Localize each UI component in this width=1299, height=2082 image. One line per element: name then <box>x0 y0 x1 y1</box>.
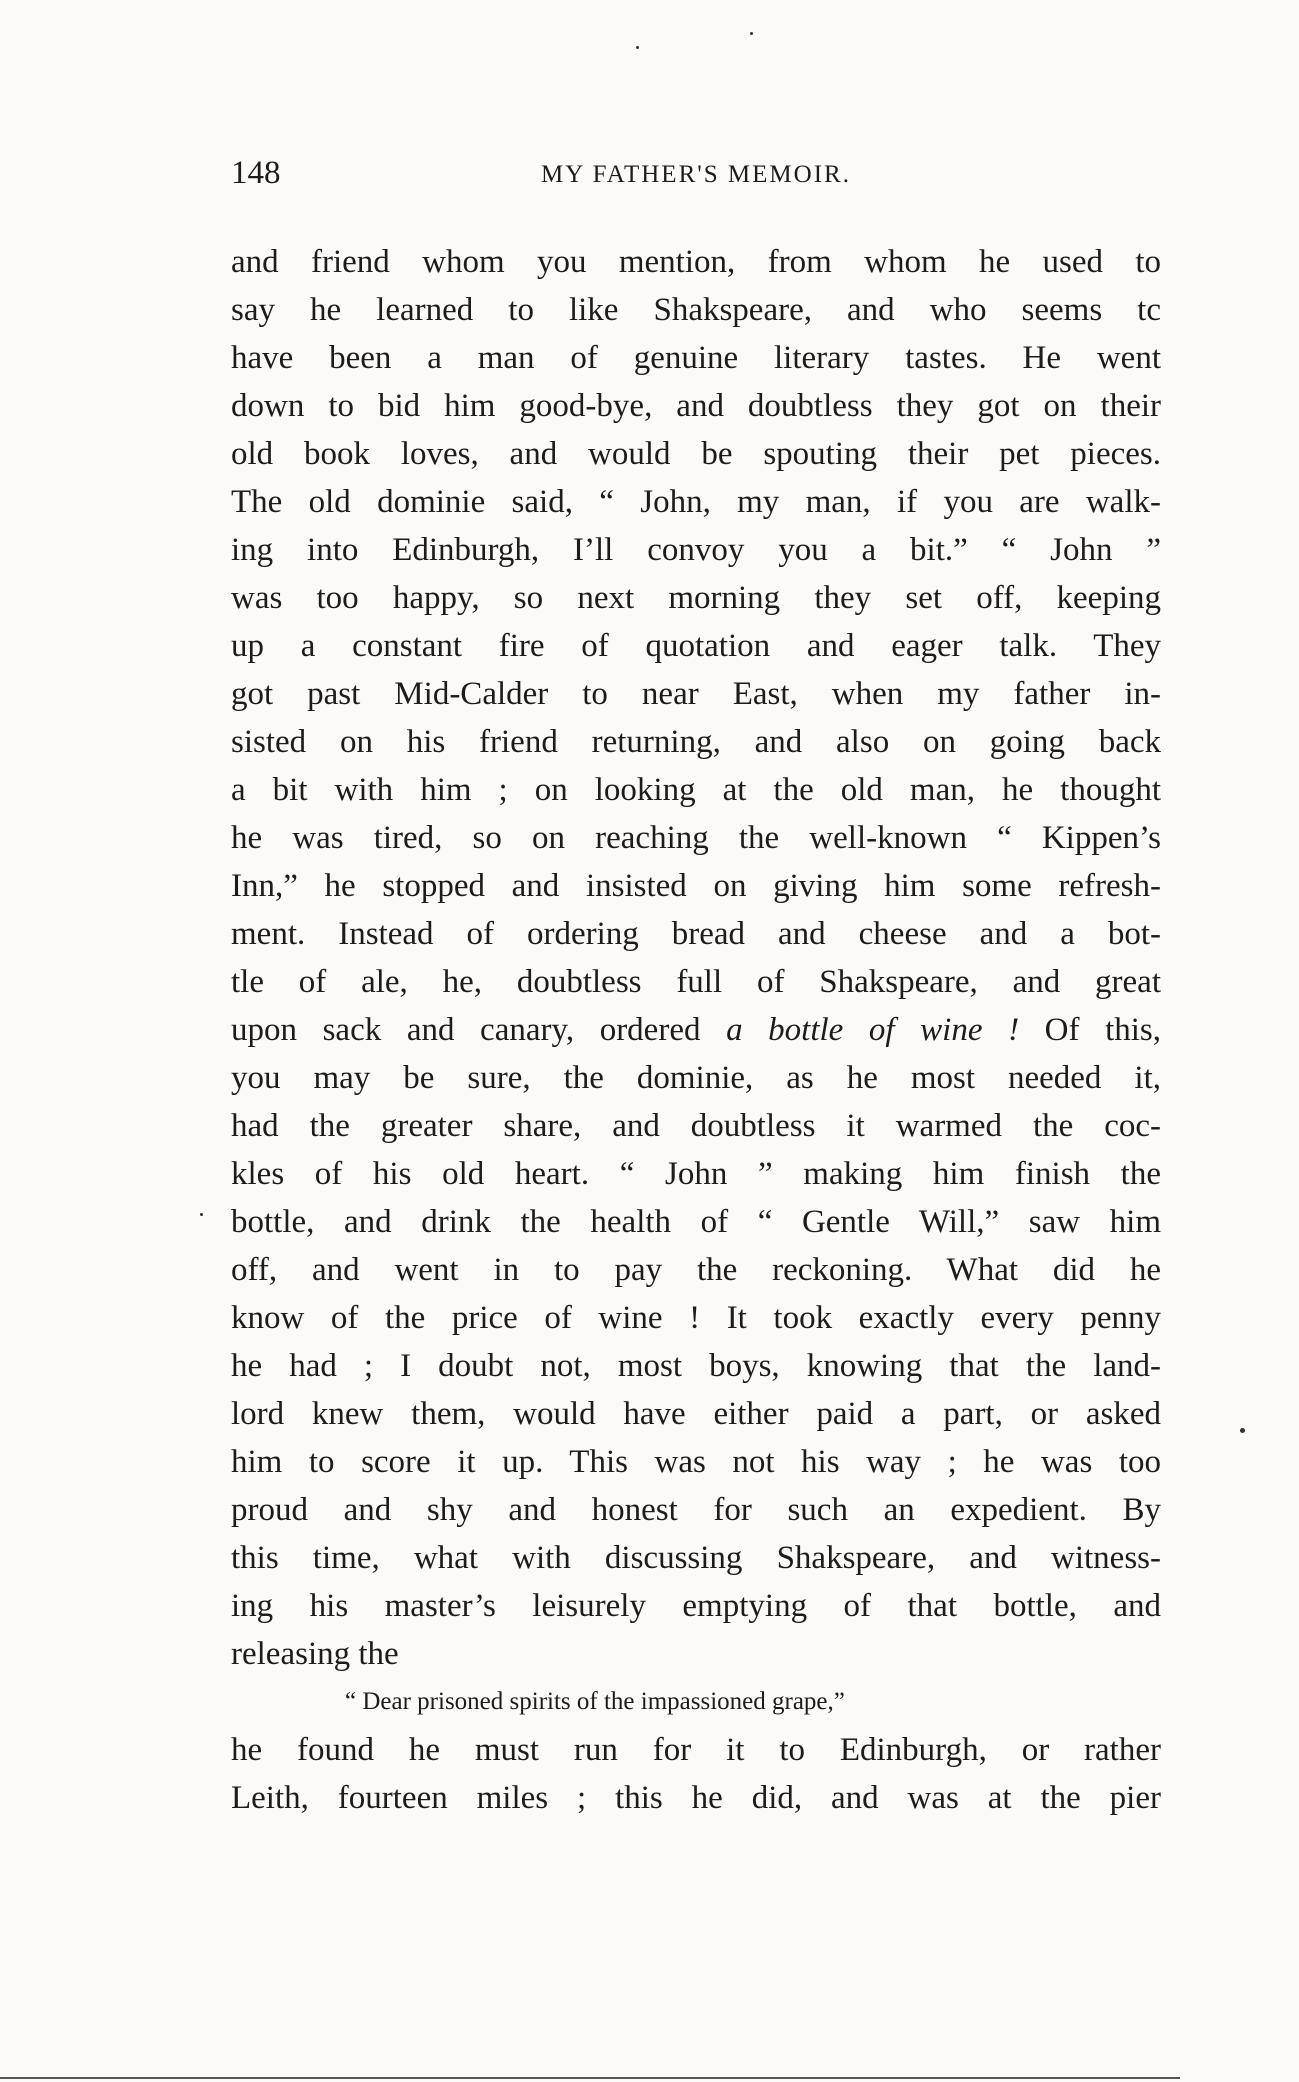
text-line: he found he must run for it to Edinburgh, or rather <box>231 1732 1161 1768</box>
text-line: releasing the <box>231 1636 399 1672</box>
text-line: Leith, fourteen miles ; this he did, and was at the pier <box>231 1780 1161 1816</box>
text-segment: Of this, <box>1019 1012 1162 1048</box>
text-line: down to bid him good-bye, and doubtless they got on their <box>231 388 1161 424</box>
text-line: tle of ale, he, doubtless full of Shakspeare, and great <box>231 964 1161 1000</box>
text-line: old book loves, and would be spouting their pet pieces. <box>231 436 1161 472</box>
text-line: proud and shy and honest for such an expedient. By <box>231 1492 1161 1528</box>
text-line: have been a man of genuine literary tastes. He went <box>231 340 1161 376</box>
text-line: bottle, and drink the health of “ Gentle Will,” saw him <box>231 1204 1161 1240</box>
body-text <box>231 238 1161 1822</box>
text-line: this time, what with discussing Shakspeare, and witness- <box>231 1540 1161 1576</box>
text-line: he had ; I doubt not, most boys, knowing that the land- <box>231 1348 1161 1384</box>
verse-quotation: “ Dear prisoned spirits of the impassioned grape,” <box>345 1688 845 1715</box>
text-line: had the greater share, and doubtless it warmed the coc- <box>231 1108 1161 1144</box>
text-line: he was tired, so on reaching the well-known “ Kippen’s <box>231 820 1161 856</box>
text-line: kles of his old heart. “ John ” making him finish the <box>231 1156 1161 1192</box>
speck-mark <box>1240 1428 1245 1433</box>
italic-phrase: a bottle of wine ! <box>726 1012 1020 1048</box>
text-line: and friend whom you mention, from whom he used to <box>231 244 1161 280</box>
text-line: him to score it up. This was not his way ; he was too <box>231 1444 1161 1480</box>
text-line: ing into Edinburgh, I’ll convoy you a bit.” “ John ” <box>231 532 1161 568</box>
text-line: sisted on his friend returning, and also on going back <box>231 724 1161 760</box>
text-line: Inn,” he stopped and insisted on giving him some refresh- <box>231 868 1161 904</box>
speck-mark <box>200 1213 203 1216</box>
text-line: was too happy, so next morning they set off, keeping <box>231 580 1161 616</box>
speck-mark <box>750 32 753 35</box>
text-line: you may be sure, the dominie, as he most needed it, <box>231 1060 1161 1096</box>
text-line: off, and went in to pay the reckoning. What did he <box>231 1252 1161 1288</box>
text-segment: upon sack and canary, ordered <box>231 1012 727 1048</box>
text-line: up a constant fire of quotation and eager talk. They <box>231 628 1161 664</box>
text-line: got past Mid-Calder to near East, when my father in- <box>231 676 1161 712</box>
text-line: know of the price of wine ! It took exactly every penny <box>231 1300 1161 1336</box>
text-line-with-italic <box>231 1006 1161 1054</box>
speck-mark <box>636 46 639 49</box>
running-title: MY FATHER'S MEMOIR. <box>541 161 851 188</box>
text-line: lord knew them, would have either paid a part, or asked <box>231 1396 1161 1432</box>
page-header <box>231 155 1161 201</box>
text-line: a bit with him ; on looking at the old man, he thought <box>231 772 1161 808</box>
text-line: ing his master’s leisurely emptying of that bottle, and <box>231 1588 1161 1624</box>
scan-edge-line <box>0 2077 1180 2079</box>
text-line: ment. Instead of ordering bread and cheese and a bot- <box>231 916 1161 952</box>
text-line: The old dominie said, “ John, my man, if you are walk- <box>231 484 1161 520</box>
text-line: say he learned to like Shakspeare, and who seems tc <box>231 292 1161 328</box>
page-number: 148 <box>231 155 281 191</box>
